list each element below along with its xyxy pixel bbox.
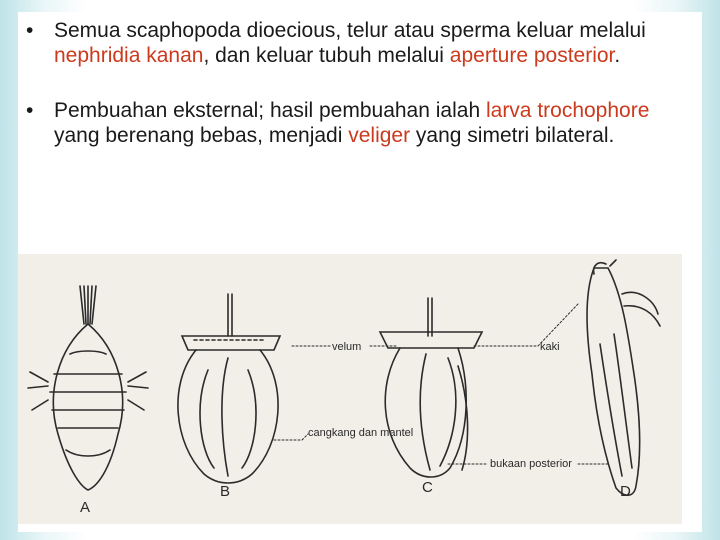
label-cangkang-dan-mantel: cangkang dan mantel bbox=[308, 427, 414, 439]
bullet-text: . bbox=[614, 44, 621, 67]
larva-illustration bbox=[18, 254, 682, 524]
term-larva-trochophore: larva trochophore bbox=[485, 99, 650, 122]
bullet-text: yang berenang bebas, menjadi bbox=[54, 124, 349, 147]
larva-b bbox=[178, 294, 280, 483]
bullet-text: Semua scaphopoda dioecious, telur atau sperma keluar melalui bbox=[54, 19, 646, 42]
bullet-text: Pembuahan eksternal; hasil pembuahan ialah bbox=[54, 99, 486, 122]
bullet-dot: • bbox=[26, 99, 34, 122]
bullet-item-1 bbox=[26, 18, 676, 68]
label-bukaan-posterior: bukaan posterior bbox=[490, 458, 572, 470]
term-veliger: veliger bbox=[348, 124, 411, 147]
bullet-text: yang simetri bilateral. bbox=[410, 124, 615, 147]
larva-d bbox=[587, 260, 660, 495]
panel-label-b: B bbox=[220, 483, 231, 500]
label-kaki: kaki bbox=[540, 341, 560, 353]
bullet-dot: • bbox=[26, 19, 34, 42]
larva-a-trochophore bbox=[28, 286, 148, 490]
label-velum: velum bbox=[332, 341, 362, 353]
panel-label-d: D bbox=[620, 483, 631, 500]
panel-label-c: C bbox=[422, 479, 433, 496]
bullet-text: , dan keluar tubuh melalui bbox=[203, 44, 450, 67]
term-aperture-posterior: aperture posterior bbox=[449, 44, 615, 67]
bullet-list bbox=[26, 18, 676, 178]
term-nephridia-kanan: nephridia kanan bbox=[54, 44, 204, 67]
panel-label-a: A bbox=[80, 499, 91, 516]
larva-development-figure bbox=[18, 254, 682, 524]
bullet-item-2 bbox=[26, 98, 676, 148]
larva-c bbox=[380, 298, 482, 477]
